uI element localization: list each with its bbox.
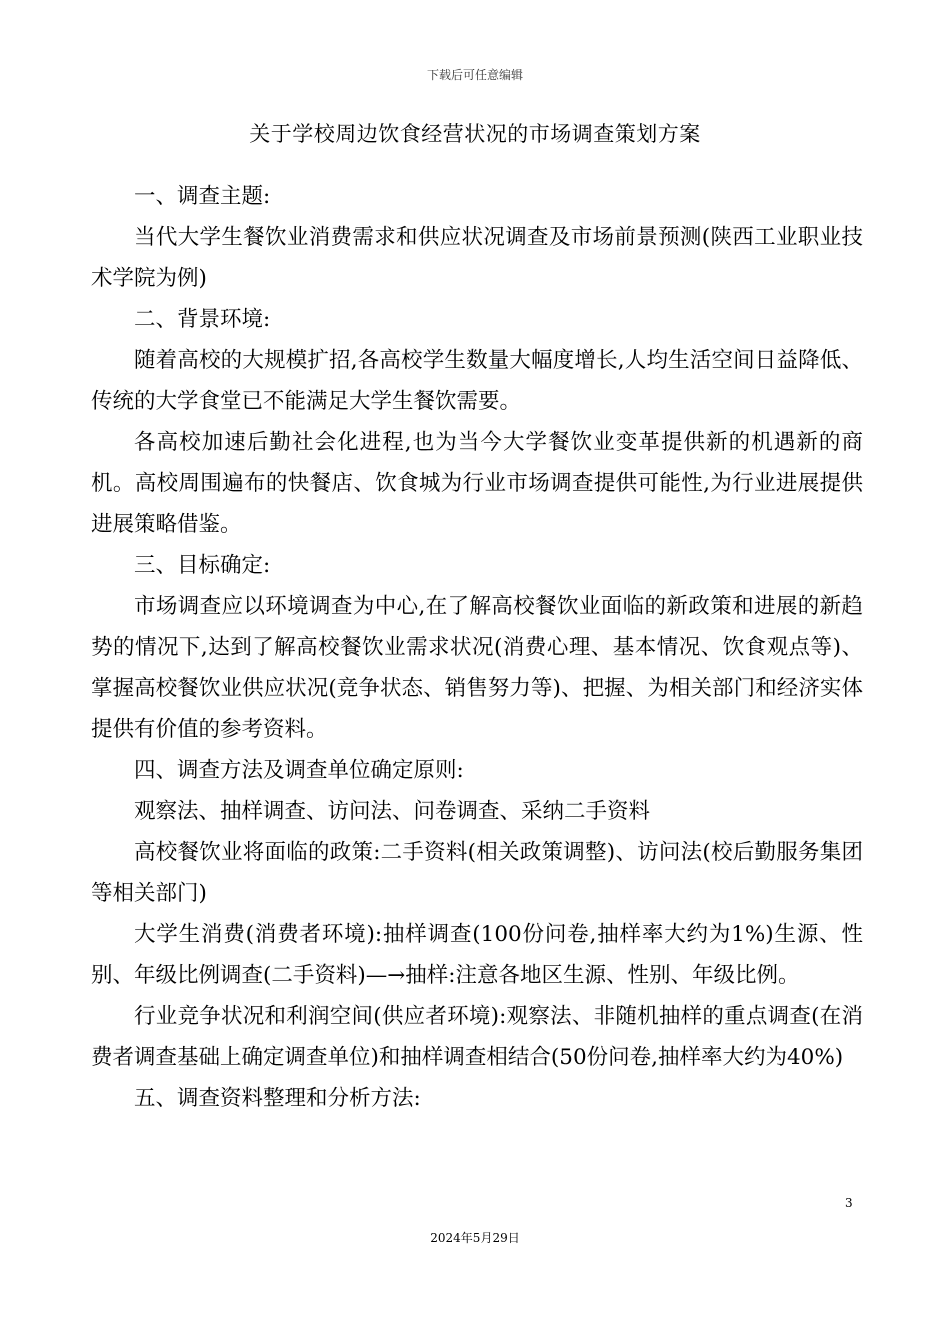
paragraph-heading-2: 二、背景环境:	[134, 307, 271, 332]
header-note: 下载后可任意编辑	[426, 68, 523, 82]
paragraph-heading-4: 四、调查方法及调查单位确定原则:	[134, 758, 464, 783]
paragraph: 高校餐饮业将面临的政策:二手资料(相关政策调整)、访问法(校后勤服务集团等相关部门)	[91, 840, 863, 906]
paragraph: 各高校加速后勤社会化进程,也为当今大学餐饮业变革提供新的机遇新的商机。高校周围遍布的快餐店、饮食城为行业市场调查提供可能性,为行业进展提供进展策略借鉴。	[91, 430, 863, 537]
paragraph: 市场调查应以环境调查为中心,在了解高校餐饮业面临的新政策和进展的新趋势的情况下,达到了解高校餐饮业需求状况(消费心理、基本情况、饮食观点等)、掌握高校餐饮业供应状况(竞争状态、销售努力等)、把握、为相关部门和经济实体提供有价值的参考资料。	[91, 594, 863, 742]
paragraph: 观察法、抽样调查、访问法、问卷调查、采纳二手资料	[134, 799, 651, 824]
paragraph-heading-1: 一、调查主题:	[134, 184, 271, 209]
paragraph: 随着高校的大规模扩招,各高校学生数量大幅度增长,人均生活空间日益降低、传统的大学食堂已不能满足大学生餐饮需要。	[91, 348, 863, 414]
paragraph-heading-5: 五、调查资料整理和分析方法:	[134, 1086, 421, 1111]
paragraph: 行业竞争状况和利润空间(供应者环境):观察法、非随机抽样的重点调查(在消费者调查基础上确定调查单位)和抽样调查相结合(50份问卷,抽样率大约为40%)	[91, 1004, 863, 1070]
page-number: 3	[845, 1196, 853, 1210]
paragraph: 当代大学生餐饮业消费需求和供应状况调查及市场前景预测(陕西工业职业技术学院为例)	[91, 225, 863, 291]
document-title: 关于学校周边饮食经营状况的市场调查策划方案	[249, 122, 701, 146]
footer-date: 2024年5月29日	[430, 1231, 520, 1245]
paragraph-heading-3: 三、目标确定:	[134, 553, 271, 578]
document-body	[91, 176, 863, 1119]
paragraph: 大学生消费(消费者环境):抽样调查(100份问卷,抽样率大约为1%)生源、性别、年级比例调查(二手资料)—→抽样:注意各地区生源、性别、年级比例。	[91, 922, 863, 988]
